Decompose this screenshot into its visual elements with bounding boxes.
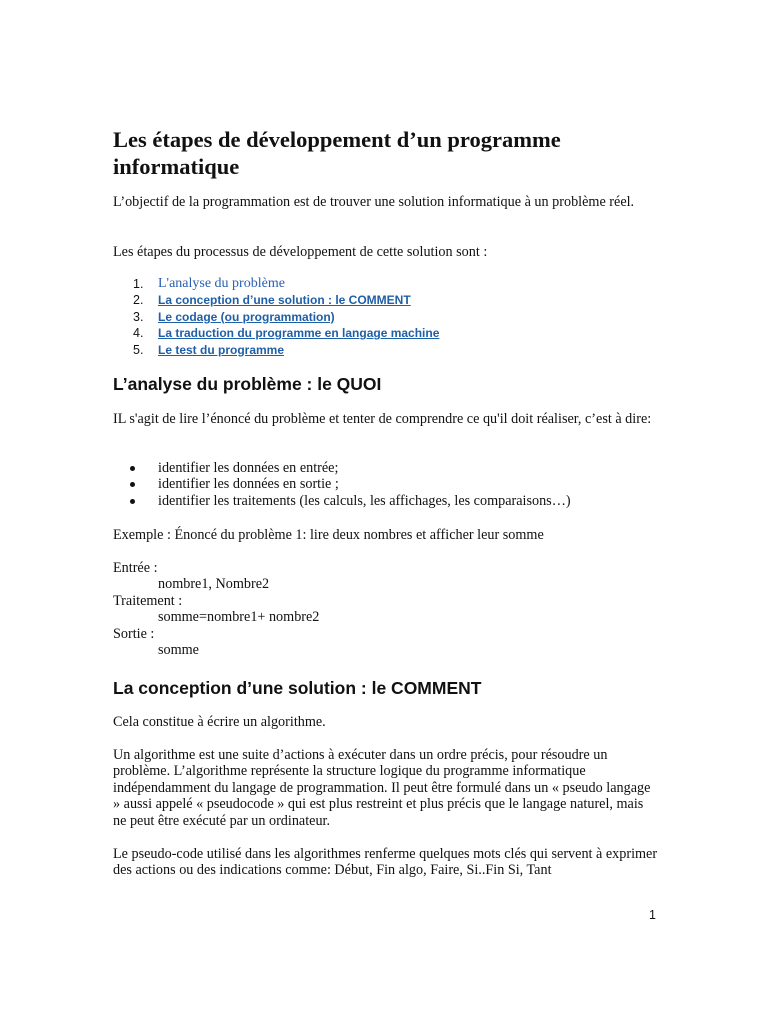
steps-list (133, 276, 633, 358)
traitement-label: Traitement : (113, 593, 183, 609)
section2-paragraph-3: Le pseudo-code utilisé dans les algorithmes renferme quelques mots clés qui servent à exprimer des actions ou des indications comme: Début, Fin algo, Faire, Si..Fin Si, Tant (113, 846, 658, 879)
bullet-icon (130, 499, 135, 504)
list-item (133, 309, 633, 325)
traitement-value: somme=nombre1+ nombre2 (158, 609, 320, 625)
steps-intro: Les étapes du processus de développement de cette solution sont : (113, 244, 488, 260)
example-statement: Exemple : Énoncé du problème 1: lire deux nombres et afficher leur somme (113, 527, 544, 543)
sortie-label: Sortie : (113, 626, 155, 642)
list-number: 3. (133, 309, 144, 324)
bullet-icon (130, 482, 135, 487)
section2-paragraph-1: Cela constitue à écrire un algorithme. (113, 714, 326, 730)
entree-value: nombre1, Nombre2 (158, 576, 270, 592)
section1-paragraph: IL s'agit de lire l’énoncé du problème et tenter de comprendre ce qu'il doit réaliser, c’est à dire: (113, 411, 652, 427)
entree-label: Entrée : (113, 560, 158, 576)
step-link-test[interactable]: Le test du programme (158, 342, 285, 357)
bullet-text: identifier les données en sortie ; (158, 476, 339, 493)
bullet-text: identifier les données en entrée; (158, 460, 339, 476)
page-number: 1 (649, 908, 656, 922)
list-item (133, 292, 633, 308)
step-link-conception[interactable]: La conception d’une solution : le COMMENT (158, 293, 411, 308)
list-number: 4. (133, 326, 144, 341)
section-heading-analyse: L’analyse du problème : le QUOI (113, 374, 382, 394)
bullet-text: identifier les traitements (les calculs, les affichages, les comparaisons…) (158, 492, 571, 509)
list-item (133, 276, 633, 292)
document-title: Les étapes de développement d’un programme informatique (113, 127, 561, 179)
list-item (133, 325, 633, 341)
list-number: 5. (133, 342, 144, 357)
step-link-codage[interactable]: Le codage (ou programmation) (158, 309, 335, 324)
sortie-value: somme (158, 642, 199, 658)
step-link-analyse[interactable]: L'analyse du problème (158, 276, 285, 291)
list-number: 2. (133, 293, 144, 308)
bullet-icon (130, 466, 135, 471)
list-number: 1. (133, 277, 144, 291)
intro-paragraph: L’objectif de la programmation est de trouver une solution informatique à un problème réel. (113, 194, 635, 210)
section2-paragraph-2: Un algorithme est une suite d’actions à exécuter dans un ordre précis, pour résoudre un problème. L’algorithme représente la structure logique du programme informatique indépendamment du langage de programmation. Il peut être formulé dans un « pseudo langage » aussi appelé « pseudocode » qui est plus restreint et plus précis que le langage naturel, mais ne peut être exécuté par un ordinateur. (113, 747, 651, 829)
list-item (133, 342, 633, 358)
step-link-traduction[interactable]: La traduction du programme en langage machine (158, 326, 440, 341)
section-heading-conception: La conception d’une solution : le COMMENT (113, 678, 482, 698)
